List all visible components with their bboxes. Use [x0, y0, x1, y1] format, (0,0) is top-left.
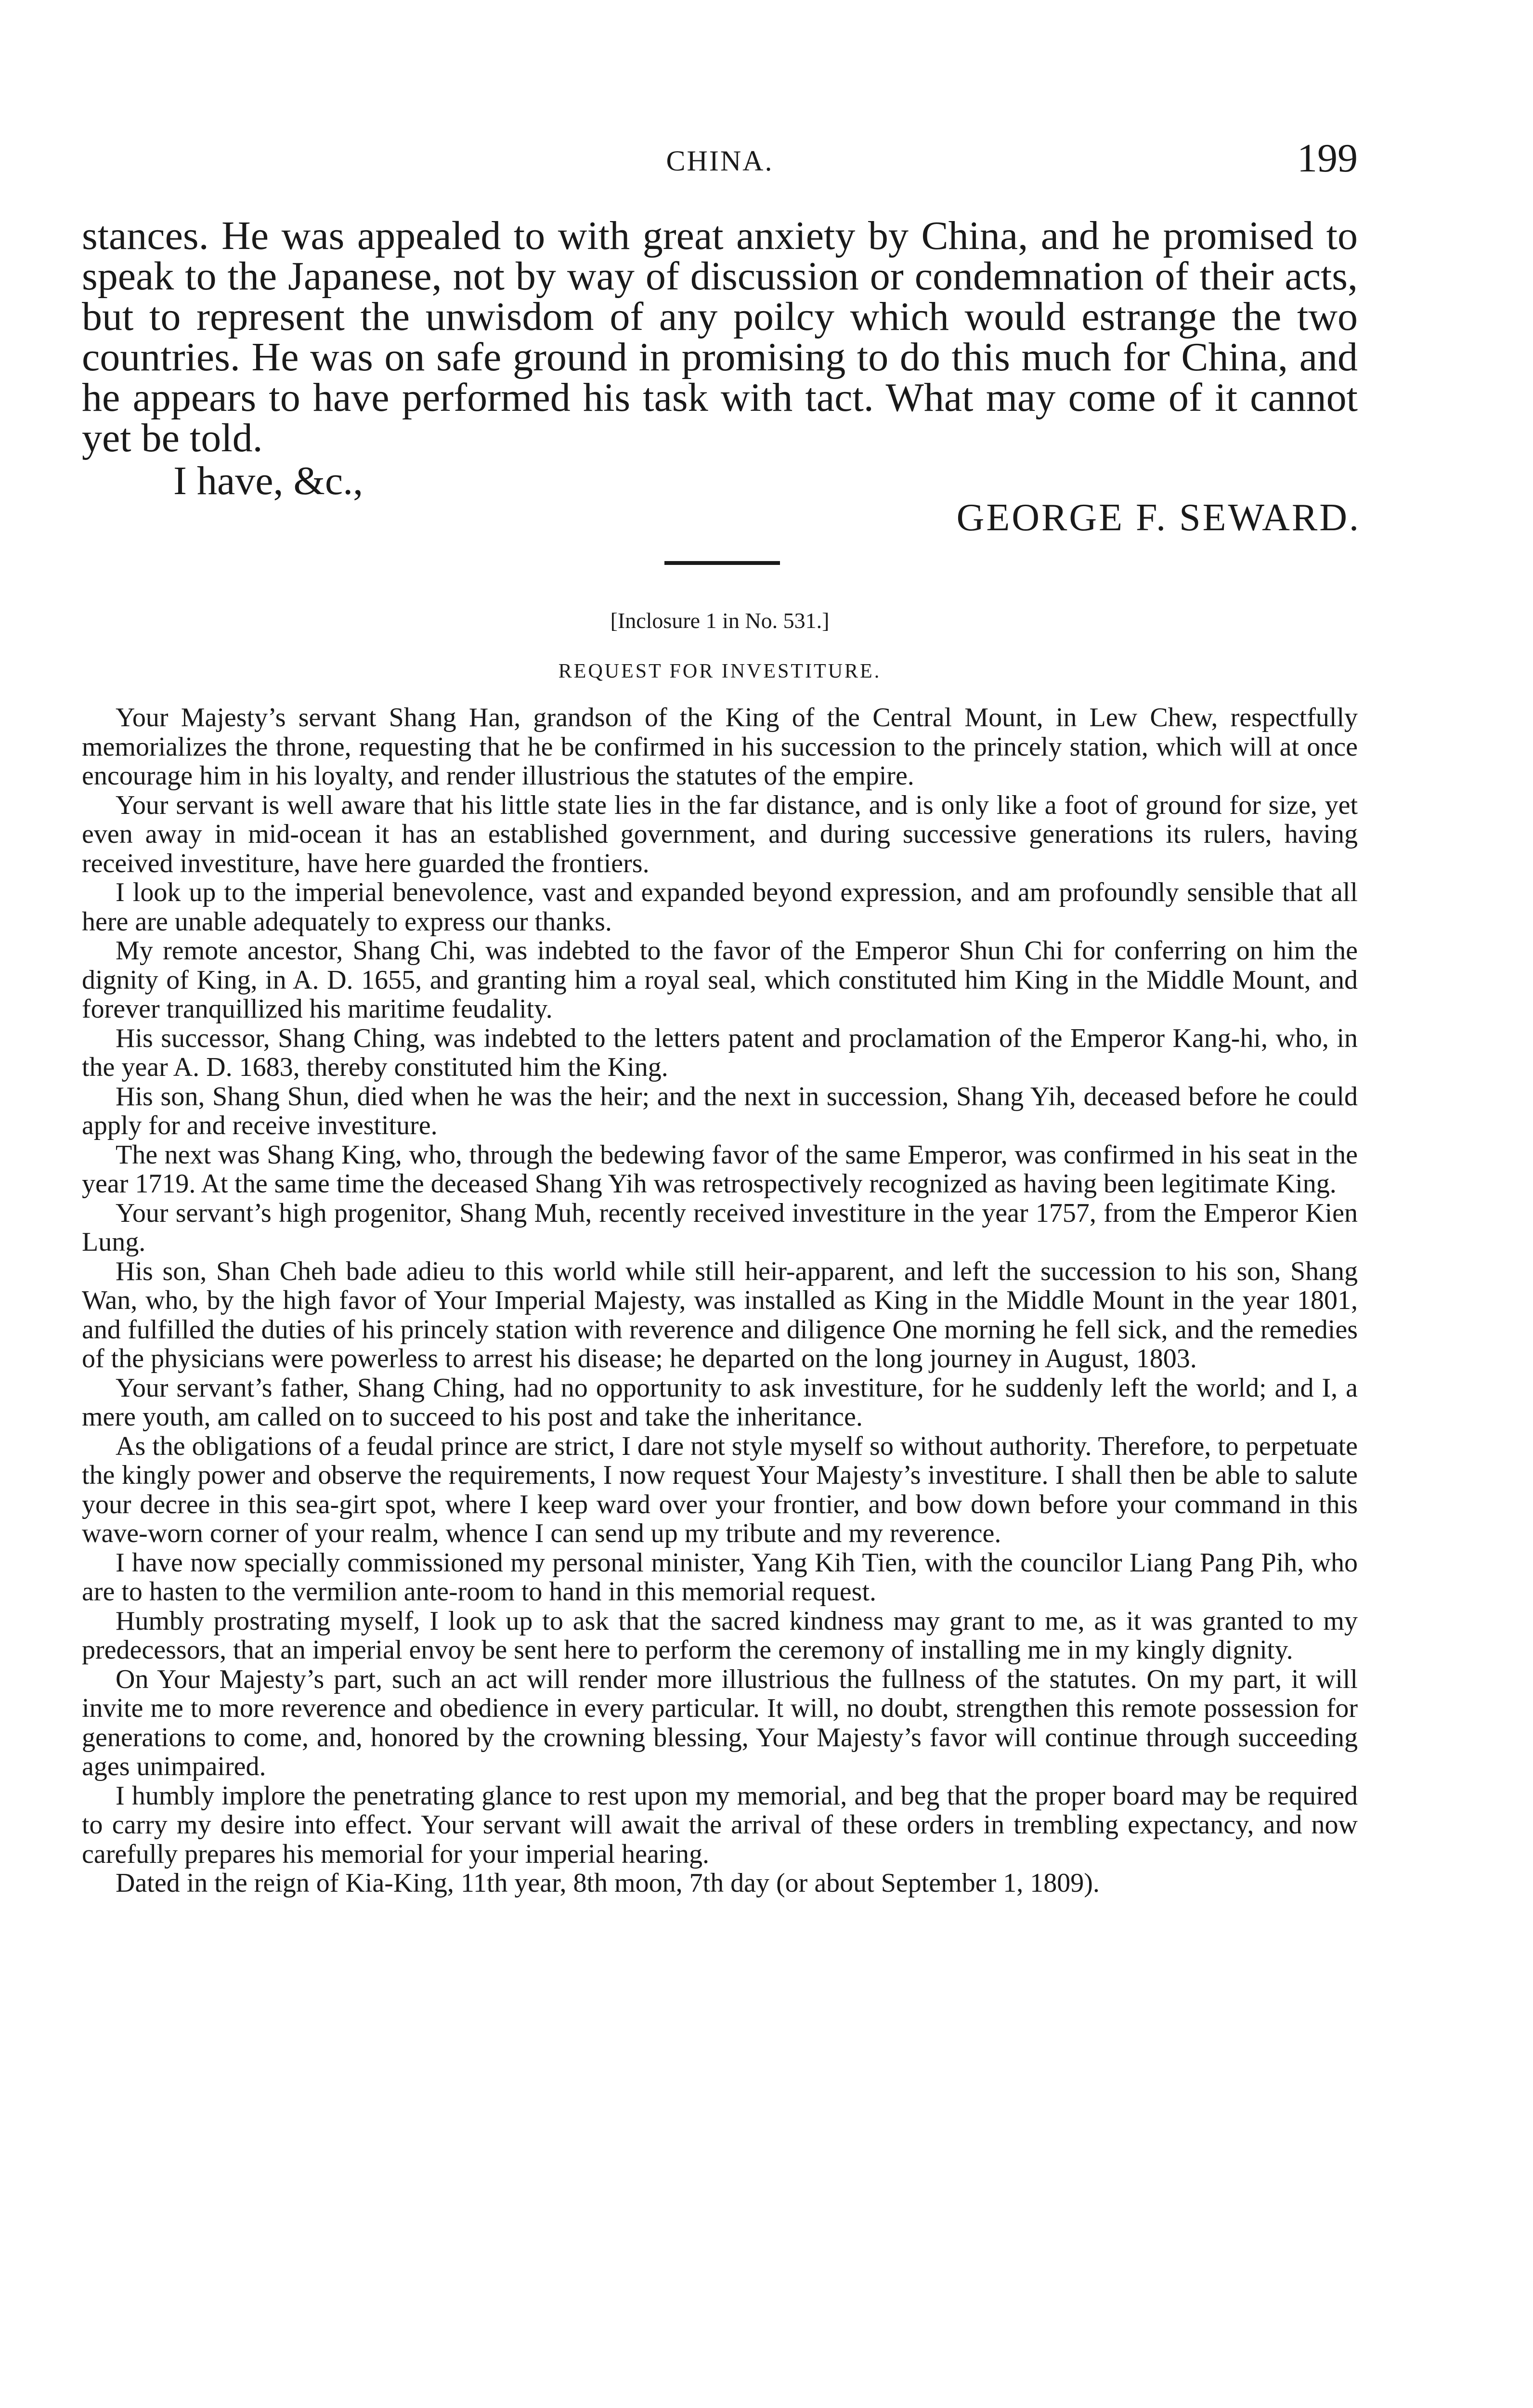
memorial-paragraph: Your servant’s high progenitor, Shang Muh, recently received investiture in the year 1757, from the Emperor Kien Lung.	[82, 1198, 1358, 1257]
letter-closing: I have, &c.,	[173, 458, 364, 503]
continuation-paragraph: stances. He was appealed to with great anxiety by China, and he promised to speak to the Japanese, not by way of discussion or condemnation of their acts, but to represent the unwisdom of any poilcy which would estrange the two countries. He was on safe ground in promising to do this much for China, and he appears to have performed his task with tact. What may come of it cannot yet be told.	[82, 213, 1358, 460]
letter-signature: GEORGE F. SEWARD.	[956, 497, 1361, 539]
memorial-paragraph: His successor, Shang Ching, was indebted to the letters patent and proclamation of the Emperor Kang-hi, who, in the year A. D. 1683, thereby constituted him the King.	[82, 1023, 1358, 1082]
memorial-paragraph: I humbly implore the penetrating glance to rest upon my memorial, and beg that the proper board may be required to carry my desire into effect. Your servant will await the arrival of these orders in trembling expectancy, and now carefully prepares his memorial for your imperial hearing.	[82, 1780, 1358, 1869]
memorial-paragraph: Your Majesty’s servant Shang Han, grandson of the King of the Central Mount, in Lew Chew, respectfully memorializes the throne, requesting that he be confirmed in his succession to the princely station, which will at once encourage him in his loyalty, and render illustrious the statutes of the empire.	[82, 703, 1358, 791]
memorial-paragraph: His son, Shan Cheh bade adieu to this world while still heir-apparent, and left the succession to his son, Shang Wan, who, by the high favor of Your Imperial Majesty, was installed as King in the Middle Mount in the year 1801, and fulfilled the duties of his princely station with reverence and diligence One morning he fell sick, and the remedies of the physicians were powerless to arrest his disease; he departed on the long journey in August, 1803.	[82, 1256, 1358, 1374]
inclosure-label: [Inclosure 1 in No. 531.]	[610, 608, 830, 633]
memorial-paragraph: My remote ancestor, Shang Chi, was indebted to the favor of the Emperor Shun Chi for conferring on him the dignity of King, in A. D. 1655, and granting him a royal seal, which constituted him King in the Middle Mount, and forever tranquillized his maritime feudality.	[82, 936, 1358, 1024]
memorial-body	[82, 703, 1358, 1898]
memorial-date: Dated in the reign of Kia-King, 11th year, 8th moon, 7th day (or about September 1, 1809).	[116, 1868, 1100, 1898]
memorial-paragraph: Your servant’s father, Shang Ching, had no opportunity to ask investiture, for he suddenly left the world; and I, a mere youth, am called on to succeed to his post and take the inheritance.	[82, 1373, 1358, 1432]
section-divider	[664, 561, 780, 565]
memorial-paragraph: As the obligations of a feudal prince are strict, I dare not style myself so without authority. Therefore, to perpetuate the kingly power and observe the requirements, I now request Your Majesty’s investiture. I shall then be able to salute your decree in this sea-girt spot, where I keep ward over your frontier, and bow down before your command in this wave-worn corner of your realm, whence I can send up my tribute and my reverence.	[82, 1431, 1358, 1548]
memorial-paragraph: The next was Shang King, who, through the bedewing favor of the same Emperor, was confirmed in his seat in the year 1719. At the same time the deceased Shang Yih was retrospectively recognized as having been legitimate King.	[82, 1139, 1358, 1199]
memorial-paragraph: On Your Majesty’s part, such an act will render more illustrious the fullness of the statutes. On my part, it will invite me to more reverence and obedience in every particular. It will, no doubt, strengthen this remote possession for generations to come, and, honored by the crowning blessing, Your Majesty’s favor will continue through succeeding ages unimpaired.	[82, 1664, 1358, 1781]
memorial-paragraph: Your servant is well aware that his little state lies in the far distance, and is only like a foot of ground for size, yet even away in mid-ocean it has an established government, and during successive generations its rulers, having received investiture, have here guarded the frontiers.	[82, 790, 1358, 878]
letter-continuation	[82, 213, 1358, 460]
memorial-paragraph: Humbly prostrating myself, I look up to ask that the sacred kindness may grant to me, as it was granted to my predecessors, that an imperial envoy be sent here to perform the ceremony of installing me in my kingly dignity.	[82, 1606, 1358, 1665]
page-number: 199	[1297, 136, 1358, 181]
memorial-paragraph: I look up to the imperial benevolence, vast and expanded beyond expression, and am profoundly sensible that all here are unable adequately to express our thanks.	[82, 877, 1358, 937]
section-title: REQUEST FOR INVESTITURE.	[558, 660, 882, 682]
running-head	[82, 135, 1358, 183]
memorial-paragraph: His son, Shang Shun, died when he was the heir; and the next in succession, Shang Yih, deceased before he could apply for and receive investiture.	[82, 1081, 1358, 1140]
memorial-paragraph: I have now specially commissioned my personal minister, Yang Kih Tien, with the councilor Liang Pang Pih, who are to hasten to the vermilion ante-room to hand in this memorial request.	[82, 1547, 1358, 1607]
running-title: CHINA.	[666, 145, 774, 177]
